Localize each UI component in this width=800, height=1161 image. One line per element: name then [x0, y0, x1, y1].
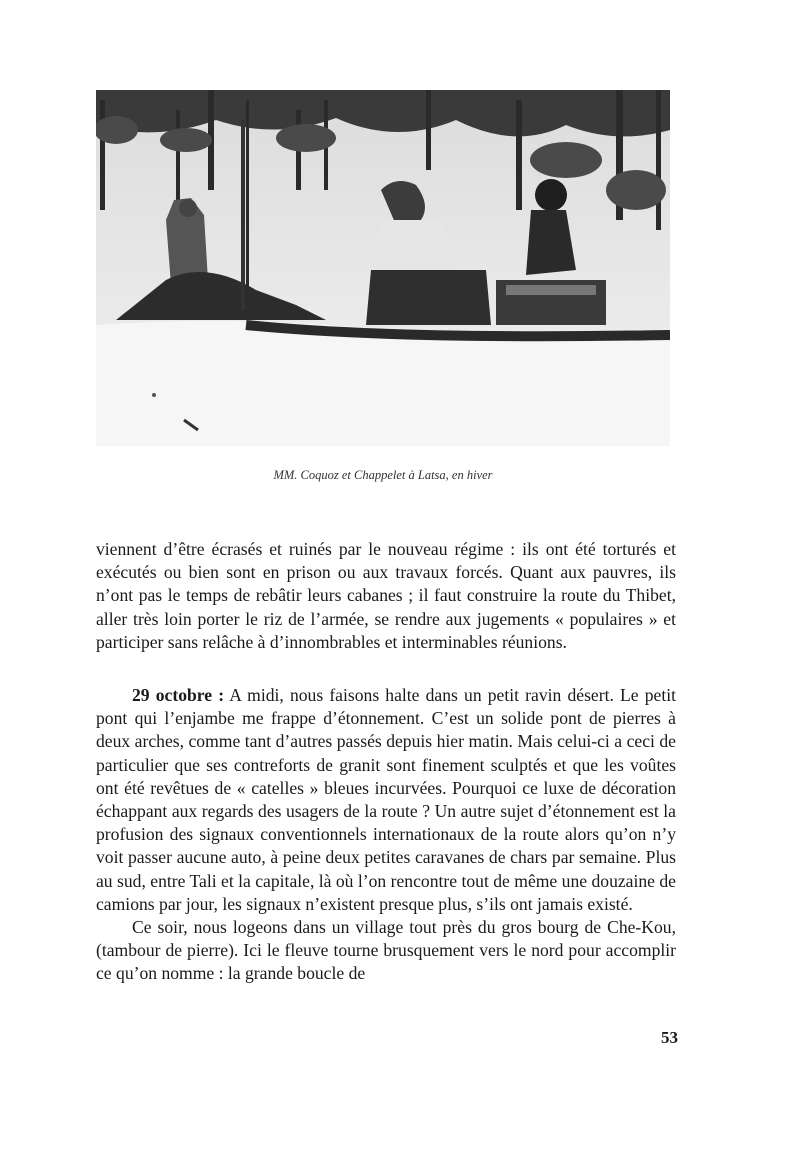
winter-scene-photo [96, 90, 670, 446]
paragraph-evening: Ce soir, nous logeons dans un village tout près du gros bourg de Che-Kou, (tambour de pierre). Ici le fleuve tourne brusquement vers le nord pour accomplir ce qu’on nomme : la grande boucle de [96, 917, 676, 984]
entry-body: A midi, nous faisons halte dans un petit ravin désert. Le petit pont qui l’enjambe me frappe d’étonnement. C’est un solide pont de pierres à deux arches, comme tant d’autres passés depuis hier matin. Mais celui-ci a ceci de particulier que ses contreforts de granit sont finement sculptés et que les voûtes ont été revêtues de « catelles » bleues incurvées. Pourquoi ce luxe de décoration échappant aux regards des usagers de la route ? Un autre sujet d’étonnement est la profusion des signaux conventionnels internationaux de la route alors qu’on n’y voit passer aucune auto, à peine deux petites caravanes de chars par semaine. Plus au sud, entre Tali et la capitale, là où l’on rencontre tout de même une douzaine de camions par jour, les signaux n’existent presque plus, s’ils ont jamais existé. [96, 685, 676, 914]
photo-caption: MM. Coquoz et Chappelet à Latsa, en hiver [273, 468, 493, 482]
photograph [96, 90, 670, 446]
body-text-main [96, 684, 676, 986]
paragraph-continuation: viennent d’être écrasés et ruinés par le nouveau régime : ils ont été torturés et exécutés ou bien sont en prison ou aux travaux forcés. Quant aux pauvres, ils n’ont pas le temps de rebâtir leurs cabanes ; il faut construire la route du Thibet, aller très loin porter le riz de l’armée, se rendre aux jugements « populaires » et participer sans relâche à d’innombrables et interminables réunions. [96, 539, 676, 652]
page-number: 53 [661, 1028, 678, 1047]
paragraph-29-octobre [96, 684, 676, 916]
entry-date: 29 octobre : [132, 685, 225, 705]
body-text-top [96, 538, 676, 654]
